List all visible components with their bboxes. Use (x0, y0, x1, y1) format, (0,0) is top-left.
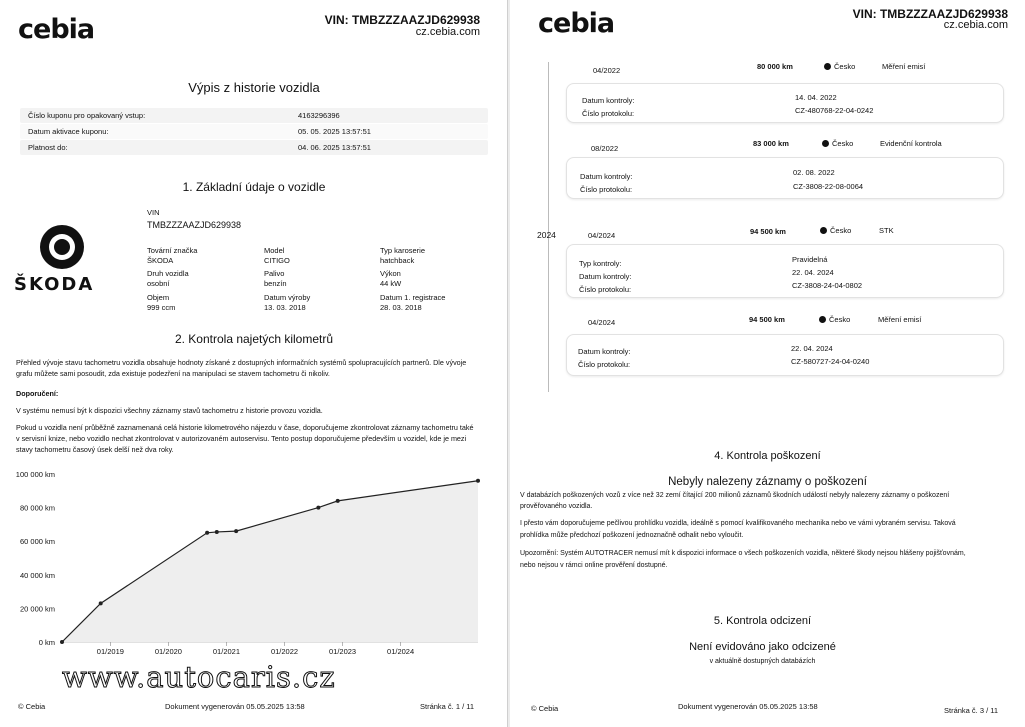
recommendation-label: Doporučení: (16, 389, 59, 398)
record-km: 94 500 km (750, 227, 786, 236)
record-date: 04/2024 (588, 231, 616, 240)
theft-subheading: v aktuálně dostupných databázích (709, 658, 816, 665)
record-type: Měření emisí (878, 315, 922, 324)
data-point (316, 506, 320, 510)
footer-page-number: Stránka č. 3 / 11 (944, 706, 999, 715)
record-country (819, 315, 850, 324)
section-2-intro-line: grafu můžete sami posoudit, zda existuje podezření na manipulaci se stavem tachometru či nikoliv. (16, 369, 330, 378)
cebia-logo: cebia (18, 14, 95, 45)
x-tick-label: 01/2021 (212, 647, 241, 656)
registration-label: Datum 1. registrace (380, 293, 446, 302)
country-flag-icon (820, 227, 827, 234)
timeline-year-marker: 2024 (537, 230, 556, 240)
data-point (234, 529, 238, 533)
damage-text-line: nebo nejsou v rámci online prověření dostupné. (520, 562, 668, 569)
coupon-value: 05. 05. 2025 13:57:51 (298, 127, 371, 136)
record-type: Evidenční kontrola (880, 139, 942, 148)
body-label: Typ karoserie (380, 246, 426, 255)
record-country-name: Česko (834, 62, 856, 71)
record-date: 04/2022 (593, 66, 621, 75)
production-label: Datum výroby (264, 293, 311, 302)
record-detail-label: Datum kontroly: (580, 172, 633, 181)
y-tick-label: 40 000 km (19, 570, 55, 580)
record-km: 83 000 km (753, 139, 789, 148)
coupon-activation-row (20, 124, 488, 139)
data-point (60, 640, 64, 644)
coupon-label: Platnost do: (28, 143, 68, 152)
section-2-title: 2. Kontrola najetých kilometrů (174, 332, 334, 346)
record-detail-value: 14. 04. 2022 (795, 93, 837, 102)
series-area-fill (62, 481, 478, 642)
fuel-value: benzín (264, 279, 287, 288)
footer-page-number: Stránka č. 1 / 11 (420, 702, 475, 711)
country-flag-icon (824, 63, 831, 70)
record-km: 94 500 km (749, 315, 785, 324)
coupon-row (20, 108, 488, 123)
y-tick-label: 100 000 km (15, 470, 55, 479)
recommendation-line: V systému nemusí být k dispozici všechny záznamy stavů tachometru z historie provozu vozidla. (16, 406, 323, 415)
record-detail-label: Číslo protokolu: (579, 285, 632, 294)
damage-heading: Nebyly nalezeny záznamy o poškození (668, 476, 867, 488)
record-detail-label: Typ kontroly: (579, 259, 622, 268)
theft-heading: Není evidováno jako odcizené (689, 641, 836, 653)
recommendation-line: Pokud u vozidla není průběžně zaznamenaná celá historie kilometrového nájezdu v čase, doporučujeme zkontrolovat záznamy tachometru také (16, 423, 474, 432)
section-5-title: 5. Kontrola odcizení (713, 615, 812, 627)
record-country-name: Česko (830, 226, 852, 235)
y-tick-label: 60 000 km (19, 537, 55, 547)
footer-generated: Dokument vygenerován 05.05.2025 13:58 (678, 702, 818, 711)
x-tick-label: 01/2022 (270, 647, 299, 656)
record-country-name: Česko (832, 139, 854, 148)
recommendation-line: stavy tachometru časový úsek delší než dva roky. (16, 445, 174, 454)
model-value: CITIGO (264, 256, 290, 265)
record-detail-value: 02. 08. 2022 (793, 168, 835, 177)
record-detail-value: 22. 04. 2024 (792, 268, 834, 277)
record-detail-label: Číslo protokolu: (580, 185, 633, 194)
site-url: cz.cebia.com (943, 19, 1008, 31)
volume-label: Objem (147, 293, 170, 302)
y-tick-label: 80 000 km (19, 503, 55, 513)
report-page-1 (0, 0, 508, 727)
record-km: 80 000 km (757, 62, 793, 71)
y-tick-label: 20 000 km (19, 604, 55, 614)
x-tick-label: 01/2023 (328, 647, 357, 656)
record-detail-label: Číslo protokolu: (578, 360, 631, 369)
record-detail-value: CZ-3808-22-08-0064 (793, 182, 864, 191)
record-detail-label: Datum kontroly: (578, 347, 631, 356)
vin-label: VIN (147, 208, 160, 217)
damage-text-line: I přesto vám doporučujeme pečlivou prohlídku vozidla, ideálně s pomocí kvalifikovaného mechanika nebo ve vámi vybraném servisu. Taková (520, 520, 956, 527)
data-point (205, 531, 209, 535)
kind-value: osobní (147, 279, 170, 288)
damage-text-line: Upozornění: Systém AUTOTRACER nemusí mít k dispozici informace o všech poškozeních vozidla, některé škody nejsou hlášeny pojišťovnám, (520, 550, 966, 557)
section-2-intro-line: Přehled vývoje stavu tachometru vozidla obsahuje hodnoty získané z dostupných informačních systémů spolupracujících partnerů. Dle vývoje (16, 358, 467, 367)
data-point (336, 499, 340, 503)
coupon-value: 04. 06. 2025 13:57:51 (298, 143, 371, 152)
brand-label: Tovární značka (147, 246, 198, 255)
country-flag-icon (822, 140, 829, 147)
data-point (476, 479, 480, 483)
model-label: Model (264, 246, 285, 255)
body-value: hatchback (380, 256, 415, 265)
fuel-label: Palivo (264, 269, 285, 278)
country-flag-icon (819, 316, 826, 323)
record-detail-value: CZ-580727-24-04-0240 (791, 357, 870, 366)
vin-header: VIN: TMBZZZAAZJD629938 (852, 7, 1008, 21)
vin-value: TMBZZZAAZJD629938 (147, 220, 242, 230)
damage-text-line: V databázích poškozených vozů z více než 32 zemí čítající 200 milionů záznamů škodních událostí nebyly nalezeny záznamy o poškození (520, 492, 950, 499)
data-point (99, 601, 103, 605)
record-country (820, 226, 851, 235)
odometer-chart (0, 462, 500, 662)
cebia-logo: cebia (538, 8, 615, 39)
footer-copyright: © Cebia (531, 704, 559, 713)
x-tick-label: 01/2020 (154, 647, 182, 656)
x-tick-label: 01/2019 (96, 647, 124, 656)
y-tick-label: 0 km (38, 638, 55, 647)
skoda-emblem-icon (40, 225, 84, 269)
record-country (822, 139, 853, 148)
record-country-name: Česko (829, 315, 851, 324)
damage-text-line: prověřovaného vozidla. (520, 503, 593, 510)
record-detail-value: Pravidelná (792, 255, 828, 264)
skoda-logo-text: ŠKODA (14, 274, 95, 295)
coupon-label: Datum aktivace kuponu: (28, 127, 109, 136)
coupon-value: 4163296396 (298, 111, 340, 120)
coupon-validity-row (20, 140, 488, 155)
brand-value: ŠKODA (147, 256, 174, 265)
record-detail-label: Datum kontroly: (579, 272, 632, 281)
coupon-label: Číslo kuponu pro opakovaný vstup: (28, 111, 146, 120)
record-type: Měření emisí (882, 62, 926, 71)
x-tick-label: 01/2024 (387, 647, 415, 656)
production-value: 13. 03. 2018 (264, 303, 306, 312)
watermark-text: www.autocaris.cz (62, 660, 336, 694)
record-date: 08/2022 (591, 144, 619, 153)
record-country (824, 62, 855, 71)
record-detail-label: Číslo protokolu: (582, 109, 635, 118)
record-date: 04/2024 (588, 318, 616, 327)
record-detail-value: 22. 04. 2024 (791, 344, 833, 353)
site-url: cz.cebia.com (415, 26, 480, 38)
recommendation-line: v servisní knize, nebo vozidlo nechat zkontrolovat v autorizovaném autoservisu. Tento postup doporučujeme především u vozidel, kde je mezi (16, 434, 467, 443)
record-detail-box (566, 334, 1004, 376)
footer-copyright: © Cebia (18, 702, 46, 711)
section-4-title: 4. Kontrola poškození (714, 450, 821, 462)
volume-value: 999 ccm (147, 303, 176, 312)
footer-generated: Dokument vygenerován 05.05.2025 13:58 (165, 702, 305, 711)
registration-value: 28. 03. 2018 (380, 303, 422, 312)
report-title: Výpis z historie vozidla (188, 80, 320, 95)
record-detail-label: Datum kontroly: (582, 96, 635, 105)
damage-text-line: prohlídka může předchozí poškození jednoznačně odhalit nebo vyloučit. (520, 532, 744, 539)
record-detail-value: CZ-3808-24-04-0802 (792, 281, 863, 290)
record-detail-box (566, 244, 1004, 298)
record-detail-value: CZ-480768-22-04-0242 (795, 106, 874, 115)
timeline-line (548, 62, 549, 392)
power-label: Výkon (380, 269, 401, 278)
power-value: 44 kW (380, 279, 402, 288)
record-type: STK (879, 226, 894, 235)
kind-label: Druh vozidla (147, 269, 189, 278)
data-point (215, 530, 219, 534)
section-1-title: 1. Základní údaje o vozidle (182, 180, 326, 194)
vin-header: VIN: TMBZZZAAZJD629938 (324, 13, 480, 27)
